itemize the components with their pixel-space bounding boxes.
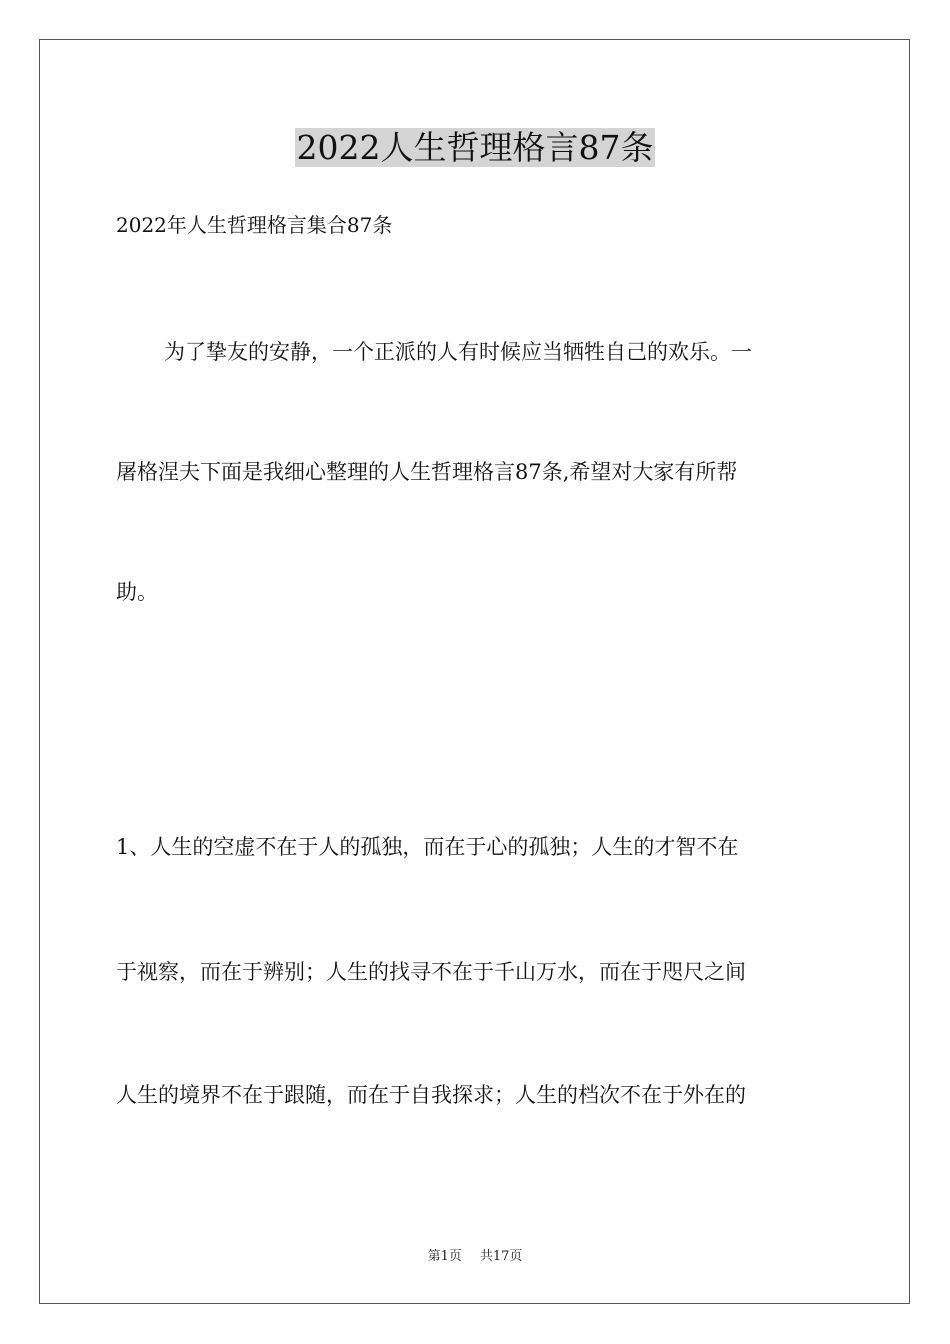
page-footer — [0, 1248, 950, 1266]
body-line-1: 1、人生的空虚不在于人的孤独，而在于心的孤独；人生的才智不在 — [116, 835, 739, 859]
body-line-3: 人生的境界不在于跟随，而在于自我探求；人生的档次不在于外在的 — [116, 1083, 746, 1107]
page-total: 共17页 — [479, 1249, 523, 1264]
document-subtitle: 2022年人生哲理格言集合87条 — [116, 213, 393, 237]
page-number: 第1页 — [427, 1249, 462, 1264]
intro-line-2: 屠格涅夫下面是我细心整理的人生哲理格言87条,希望对大家有所帮 — [116, 460, 738, 484]
document-title-text: 2022人生哲理格言87条 — [296, 128, 654, 167]
intro-line-3: 助。 — [116, 580, 158, 604]
body-line-2: 于视察，而在于辨别；人生的找寻不在于千山万水，而在于咫尺之间 — [116, 960, 746, 984]
document-title — [0, 125, 950, 171]
intro-line-1: 为了挚友的安静，一个正派的人有时候应当牺牲自己的欢乐。一 — [164, 340, 752, 364]
